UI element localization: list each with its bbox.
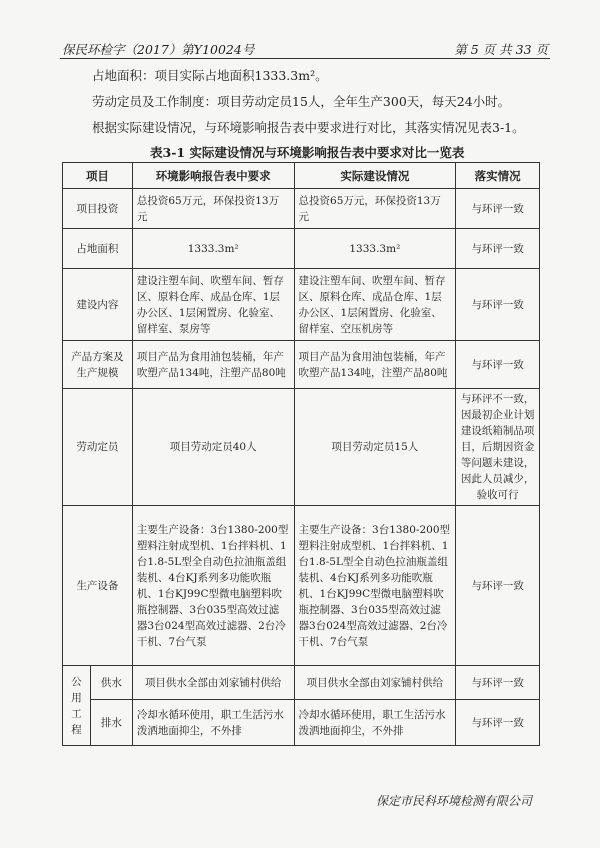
header-status: 落实情况	[456, 163, 540, 189]
table-row	[63, 700, 540, 746]
row-required: 项目产品为食用油包装桶，年产吹塑产品134吨，注塑产品80吨	[132, 341, 294, 389]
row-item: 劳动定员	[63, 389, 133, 506]
row-item: 占地面积	[63, 229, 133, 269]
table-row	[63, 269, 540, 341]
document-number: 保民环检字（2017）第Y10024号	[62, 42, 255, 57]
row-actual: 项目劳动定员15人	[294, 389, 456, 506]
page-header	[62, 40, 548, 56]
row-status: 与环评一致	[456, 341, 540, 389]
row-status: 与环评一致	[456, 269, 540, 341]
row-status: 与环评一致	[456, 666, 540, 700]
row-item: 产品方案及生产规模	[63, 341, 133, 389]
row-required: 1333.3m²	[132, 229, 294, 269]
row-status: 与环评一致	[456, 229, 540, 269]
row-item: 生产设备	[63, 506, 133, 666]
row-actual: 建设注塑车间、吹塑车间、暂存区、原料仓库、成品仓库、1层办公区、1层闲置房、化验室、留样室、空压机房等	[294, 269, 456, 341]
staff-paragraph: 劳动定员及工作制度：项目劳动定员15人，全年生产300天，每天24小时。	[92, 94, 511, 109]
row-required: 主要生产设备：3台1380-200型塑料注射成型机、1台拌料机、1台1.8-5L型全自动色拉油瓶盖组装机、4台KJ系列多功能吹瓶机、1台KJ99C型微电脑塑料吹瓶控制器、3台035型高效过滤器3台024型高效过滤器、2台冷干机、7台气泵	[132, 506, 294, 666]
table-row	[63, 389, 540, 506]
compare-paragraph: 根据实际建设情况，与环境影响报告表中要求进行对比，其落实情况见表3-1。	[92, 120, 525, 135]
header-required: 环境影响报告表中要求	[132, 163, 294, 189]
header-divider	[60, 58, 550, 59]
header-actual: 实际建设情况	[294, 163, 456, 189]
table-row	[63, 666, 540, 700]
table-row	[63, 341, 540, 389]
row-required: 冷却水循环使用，职工生活污水泼洒地面抑尘，不外排	[132, 700, 294, 746]
page-number: 第 5 页 共 33 页	[454, 42, 548, 57]
row-item: 建设内容	[63, 269, 133, 341]
row-required: 建设注塑车间、吹塑车间、暂存区、原料仓库、成品仓库、1层办公区、1层闲置房、化验室、留样室、泵房等	[132, 269, 294, 341]
row-required: 项目供水全部由刘家铺村供给	[132, 666, 294, 700]
area-paragraph: 占地面积：项目实际占地面积1333.3m²。	[92, 68, 328, 83]
row-status: 与环评一致	[456, 700, 540, 746]
table-row	[63, 506, 540, 666]
comparison-table	[62, 162, 540, 746]
table-row	[63, 189, 540, 229]
row-status: 与环评不一致，因最初企业计划建设纸箱制品项目，后期因资金等问题未建设，因此人员减少，验收可行	[456, 389, 540, 506]
row-status: 与环评一致	[456, 506, 540, 666]
row-item: 排水	[90, 700, 132, 746]
row-item: 项目投资	[63, 189, 133, 229]
table-caption: 表3-1 实际建设情况与环境影响报告表中要求对比一览表	[150, 145, 465, 160]
row-actual: 项目产品为食用油包装桶，年产吹塑产品134吨，注塑产品80吨	[294, 341, 456, 389]
row-actual: 1333.3m²	[294, 229, 456, 269]
row-status: 与环评一致	[456, 189, 540, 229]
row-item: 供水	[90, 666, 132, 700]
row-actual: 主要生产设备：3台1380-200型塑料注射成型机、1台拌料机、1台1.8-5L型全自动色拉油瓶盖组装机、4台KJ系列多功能吹瓶机、1台KJ99C型微电脑塑料吹瓶控制器、3台035型高效过滤器3台024型高效过滤器、2台冷干机、7台气泵	[294, 506, 456, 666]
company-footer: 保定市民科环境检测有限公司	[375, 794, 532, 808]
row-required: 项目劳动定员40人	[132, 389, 294, 506]
table-header-row	[63, 163, 540, 189]
table-row	[63, 229, 540, 269]
row-actual: 冷却水循环使用，职工生活污水泼洒地面抑尘，不外排	[294, 700, 456, 746]
row-required: 总投资65万元，环保投资13万元	[132, 189, 294, 229]
row-actual: 项目供水全部由刘家铺村供给	[294, 666, 456, 700]
public-works-label: 公用工程	[63, 666, 91, 746]
header-item: 项目	[63, 163, 133, 189]
row-actual: 总投资65万元，环保投资13万元	[294, 189, 456, 229]
